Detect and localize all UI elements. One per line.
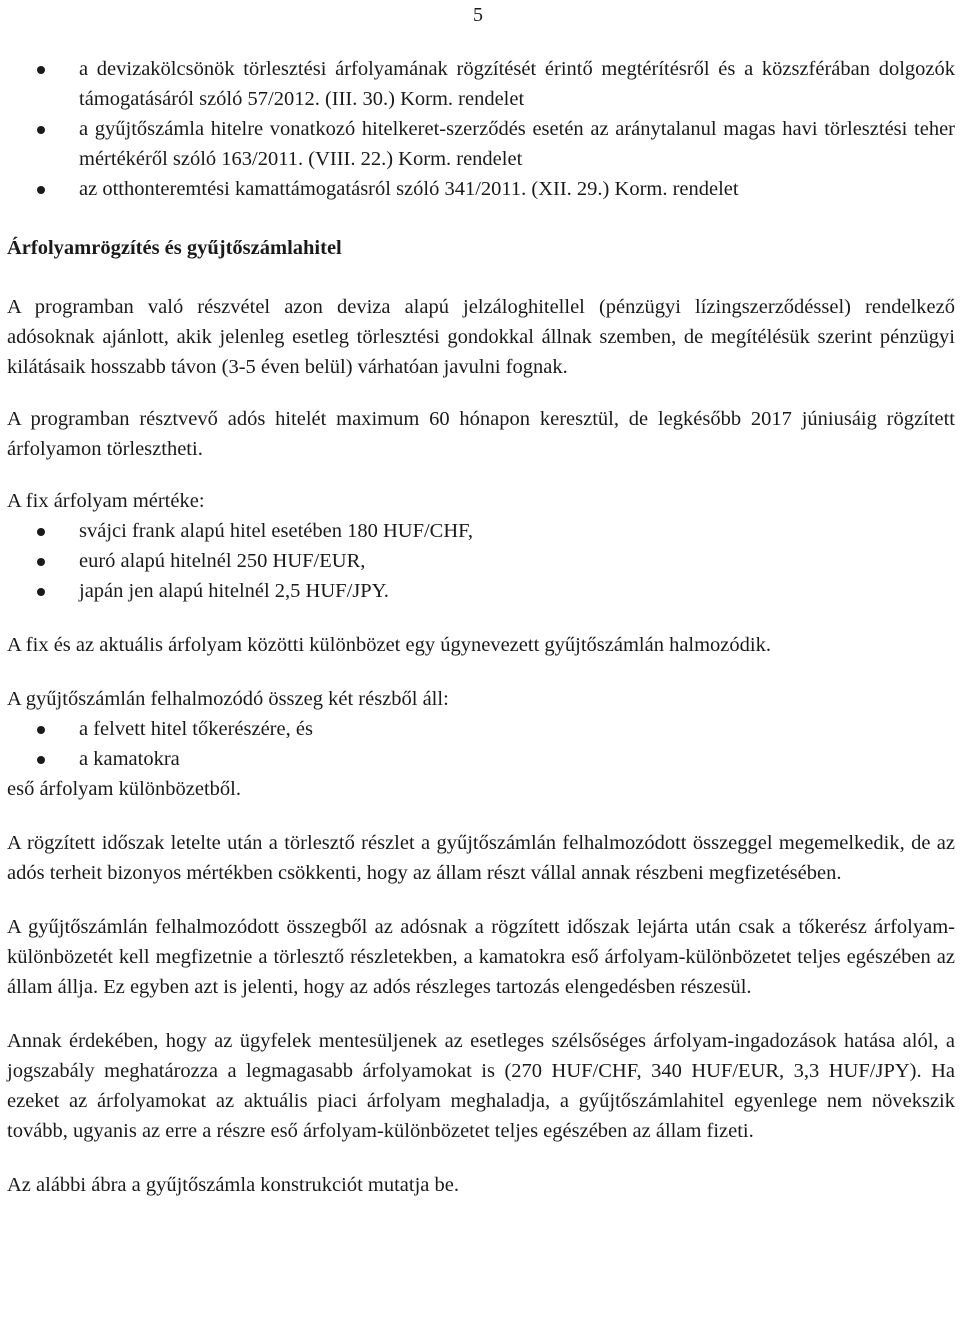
regulation-list: [7, 54, 955, 204]
list-item: a kamatokra: [7, 744, 955, 774]
list-item: a devizakölcsönök törlesztési árfolyamának rögzítését érintő megtérítésről és a közszférában dolgozók támogatásáról szóló 57/2012. (III. 30.) Korm. rendelet: [7, 54, 955, 114]
fixed-rate-list: [7, 516, 955, 606]
paragraph-participant: A programban résztvevő adós hitelét maximum 60 hónapon keresztül, de legkésőbb 2017 júniusáig rögzített árfolyamon törlesztheti.: [7, 408, 955, 460]
list-item: euró alapú hitelnél 250 HUF/EUR,: [7, 546, 955, 576]
accumulated-outro: eső árfolyam különbözetből.: [7, 778, 241, 800]
fixed-rate-intro: A fix árfolyam mértéke:: [7, 490, 205, 512]
list-item: a gyűjtőszámla hitelre vonatkozó hitelkeret-szerződés esetén az aránytalanul magas havi törlesztési teher mértékéről szóló 163/2011. (VIII. 22.) Korm. rendelet: [7, 114, 955, 174]
paragraph-protection: Annak érdekében, hogy az ügyfelek mentesüljenek az esetleges szélsőséges árfolyam-ingadozások hatása alól, a jogszabály meghatározza a legmagasabb árfolyamokat is (270 HUF/CHF, 340 HUF/EUR, 3,3 HUF/JPY). Ha ezeket az árfolyamokat az aktuális piaci árfolyam meghaladja, a gyűjtőszámlahitel egyenlege nem növekszik tovább, ugyanis az erre a részre eső árfolyam-különbözetet teljes egészében az állam fizeti.: [7, 1030, 955, 1142]
paragraph-program: A programban való részvétel azon deviza alapú jelzáloghitellel (pénzügyi lízingszerződéssel) rendelkező adósoknak ajánlott, akik jelenleg esetleg törlesztési gondokkal állnak szemben, de megítélésük szerint pénzügyi kilátásaik hosszabb távon (3-5 éven belül) várhatóan javulni fognak.: [7, 296, 955, 378]
page-number: 5: [473, 4, 483, 26]
list-item: svájci frank alapú hitel esetében 180 HUF/CHF,: [7, 516, 955, 546]
paragraph-difference: A fix és az aktuális árfolyam közötti különbözet egy úgynevezett gyűjtőszámlán halmozódik.: [7, 634, 771, 656]
paragraph-after-fixed-period: A rögzített időszak letelte után a törlesztő részlet a gyűjtőszámlán felhalmozódott összeggel megemelkedik, de az adós terheit bizonyos mértékben csökkenti, hogy az állam részt vállal annak részbeni megfizetésében.: [7, 832, 955, 884]
accumulated-intro: A gyűjtőszámlán felhalmozódó összeg két részből áll:: [7, 688, 449, 710]
paragraph-repayment: A gyűjtőszámlán felhalmozódott összegből az adósnak a rögzített időszak lejárta után csak a tőkerész árfolyam-különbözetét kell megfizetnie a törlesztő részletekben, a kamatokra eső árfolyam-különbözetet teljes egészében az állam állja. Ez egyben azt is jelenti, hogy az adós részleges tartozás elengedésben részesül.: [7, 916, 955, 998]
list-item: az otthonteremtési kamattámogatásról szóló 341/2011. (XII. 29.) Korm. rendelet: [7, 174, 955, 204]
paragraph-figure-reference: Az alábbi ábra a gyűjtőszámla konstrukciót mutatja be.: [7, 1174, 459, 1196]
list-item: japán jen alapú hitelnél 2,5 HUF/JPY.: [7, 576, 955, 606]
document-body: [7, 54, 955, 1200]
accumulated-list: [7, 714, 955, 774]
list-item: a felvett hitel tőkerészére, és: [7, 714, 955, 744]
section-heading: Árfolyamrögzítés és gyűjtőszámlahitel: [7, 237, 342, 259]
